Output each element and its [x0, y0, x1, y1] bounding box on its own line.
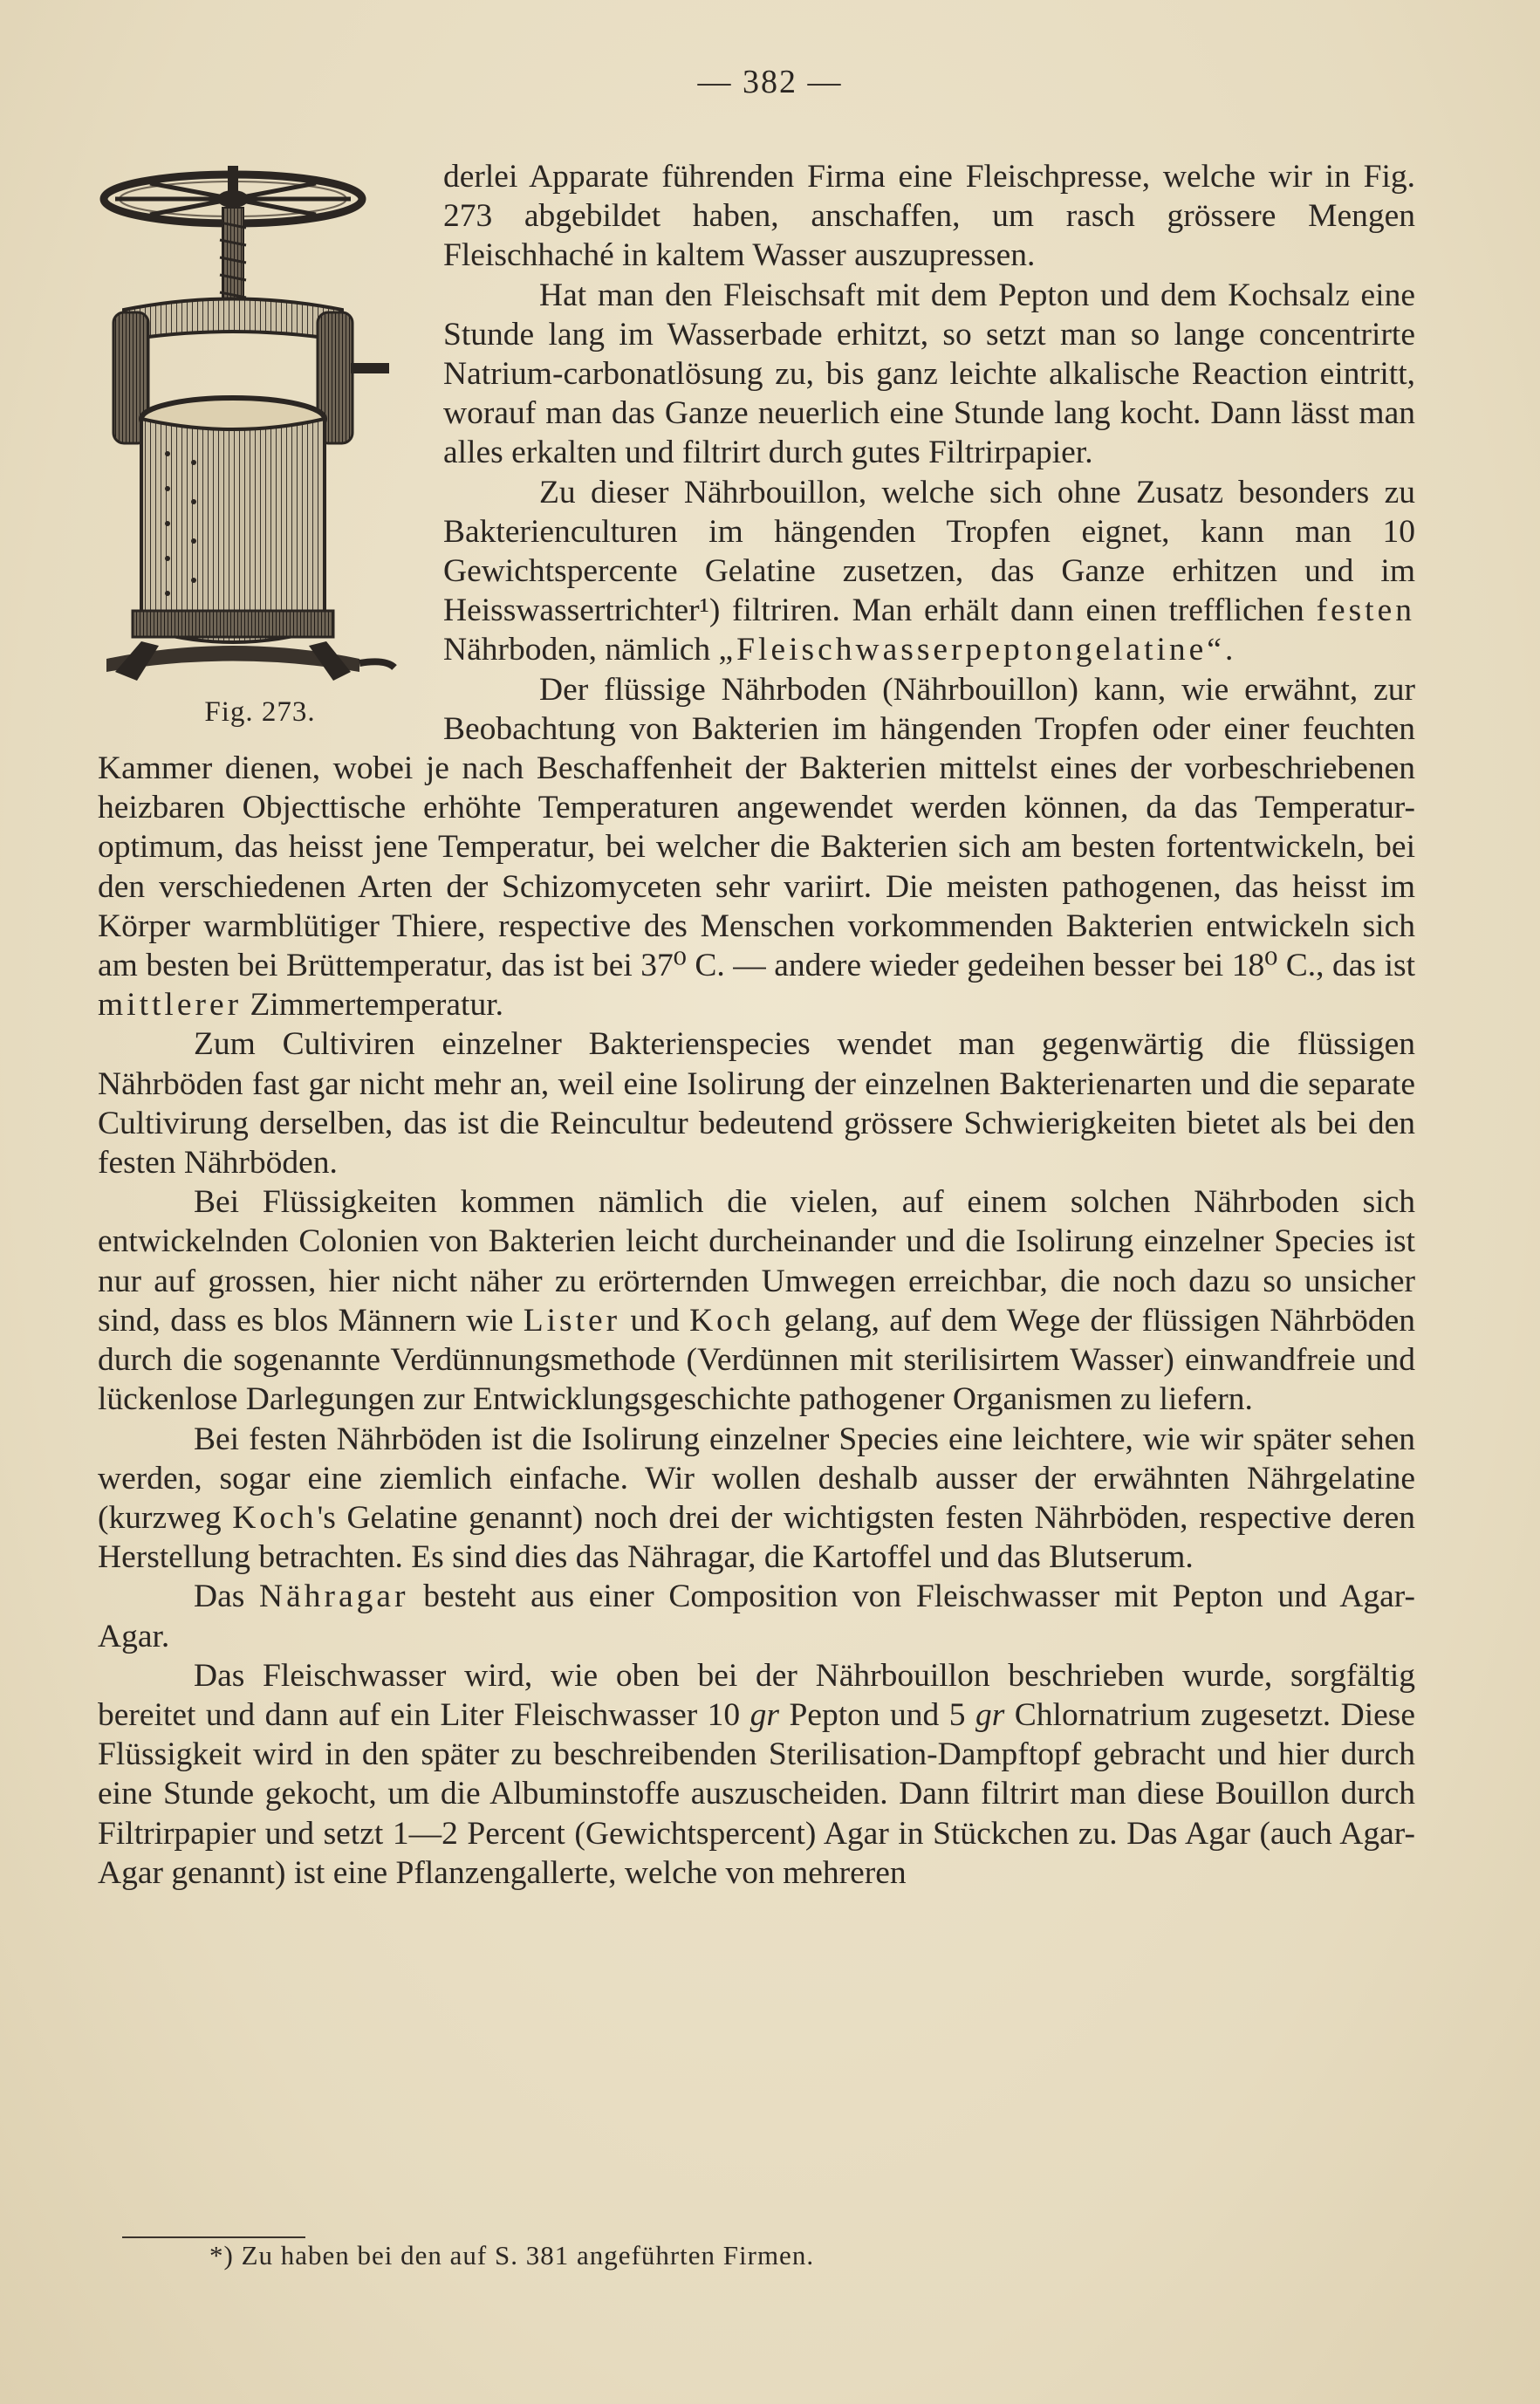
- paragraph: Bei festen Nährböden ist die Isolirung einzelner Species eine leichtere, wie wir später sehen werden, sogar eine ziemlich einfache. Wir wollen deshalb ausser der erwähnten Nährgelatine (kurzweg Koch's Gelatine genannt) noch drei der wichtigsten festen Nährböden, respective deren Herstellung betrachten. Es sind dies das Nähragar, die Kartoffel und das Blutserum.: [98, 1421, 1416, 1576]
- paragraph: Das Nähragar besteht aus einer Composition von Fleischwasser mit Pepton und Agar-Agar.: [98, 1579, 1415, 1654]
- meat-press-illustration: [98, 157, 422, 689]
- body-text: [98, 157, 1415, 1893]
- paragraph: Hat man den Fleischsaft mit dem Pepton und dem Kochsalz eine Stunde lang im Wasserbade erhitzt, so setzt man so lange concentrirte Natrium-carbonatlösung zu, bis ganz leichte alkalische Reaction eintritt, worauf man das Ganze neuerlich eine Stunde lang kocht. Dann lässt man alles erkalten und filtrirt durch gutes Filtrirpapier.: [443, 277, 1415, 471]
- paragraph: Zu dieser Nährbouillon, welche sich ohne Zusatz besonders zu Bakterienculturen im hängenden Tropfen eignet, kann man 10 Gewichtspercente Gelatine zusetzen, das Ganze erhitzen und im Heisswassertrichter¹) filtriren. Man erhält dann einen trefflichen festen Nährboden, nämlich „Fleischwasserpeptongelatine“.: [443, 474, 1415, 668]
- paragraph: Der flüssige Nährboden (Nährbouillon) kann, wie erwähnt, zur Beobachtung von Bakterien im hängenden Tropfen oder einer feuchten Kammer dienen, wobei je nach Beschaffenheit der Bakterien mittelst eines der vorbeschriebenen heizbaren Objecttische erhöhte Temperaturen angewendet werden können, da das Temperatur-optimum, das heisst jene Temperatur, bei welcher die Bakterien sich am besten fortentwickeln, bei den verschiedenen Arten der Schizomyceten sehr variirt. Die meisten pathogenen, das heisst im Körper warmblütiger Thiere, respective des Menschen vorkommenden Bakterien entwickeln sich am besten bei Brüttemperatur, das ist bei 37⁰ C. — andere wieder gedeihen besser bei 18⁰ C., das ist mittlerer Zimmertemperatur.: [98, 671, 1415, 1024]
- figure-caption: Fig. 273.: [204, 696, 316, 728]
- paragraph: derlei Apparate führenden Firma eine Fleischpresse, welche wir in Fig. 273 abgebildet haben, anschaffen, um rasch grössere Mengen Fleischhaché in kaltem Wasser auszupressen.: [443, 159, 1415, 274]
- paragraph: Bei Flüssigkeiten kommen nämlich die vielen, auf einem solchen Nährboden sich entwickelnden Colonien von Bakterien leicht durcheinander und die Isolirung einzelner Species ist nur auf grossen, hier nicht näher zu erörternden Umwegen erreichbar, die noch dazu so unsicher sind, dass es blos Männern wie Lister und Koch gelang, auf dem Wege der flüssigen Nährböden durch die sogenannte Verdünnungsmethode (Verdünnen mit sterilisirtem Wasser) einwandfreie und lückenlose Darlegungen zur Entwicklungsgeschichte pathogener Organismen zu liefern.: [98, 1184, 1416, 1418]
- footnote: *) Zu haben bei den auf S. 381 angeführten Firmen.: [209, 2240, 815, 2270]
- page-number: — 382 —: [697, 64, 843, 100]
- paragraph: Zum Cultiviren einzelner Bakterienspecies wendet man gegenwärtig die flüssigen Nährböden fast gar nicht mehr an, weil eine Isolirung der einzelnen Bakterienarten und die separate Cultivirung derselben, das ist die Reincultur bedeutend grössere Schwierigkeiten bietet als bei den festen Nährböden.: [98, 1026, 1415, 1181]
- paragraph: Das Fleischwasser wird, wie oben bei der Nährbouillon beschrieben wurde, sorgfältig bereitet und dann auf ein Liter Fleischwasser 10 gr Pepton und 5 gr Chlornatrium zugesetzt. Diese Flüssigkeit wird in den später zu beschreibenden Sterilisation-Dampftopf gebracht und hier durch eine Stunde gekocht, um die Albuminstoffe auszuscheiden. Dann filtrirt man diese Bouillon durch Filtrirpapier und setzt 1—2 Percent (Gewichtspercent) Agar in Stückchen zu. Das Agar (auch Agar-Agar genannt) ist eine Pflanzengallerte, welche von mehreren: [98, 1657, 1415, 1891]
- figure-273: [98, 157, 422, 733]
- footnote-rule: [122, 2236, 305, 2238]
